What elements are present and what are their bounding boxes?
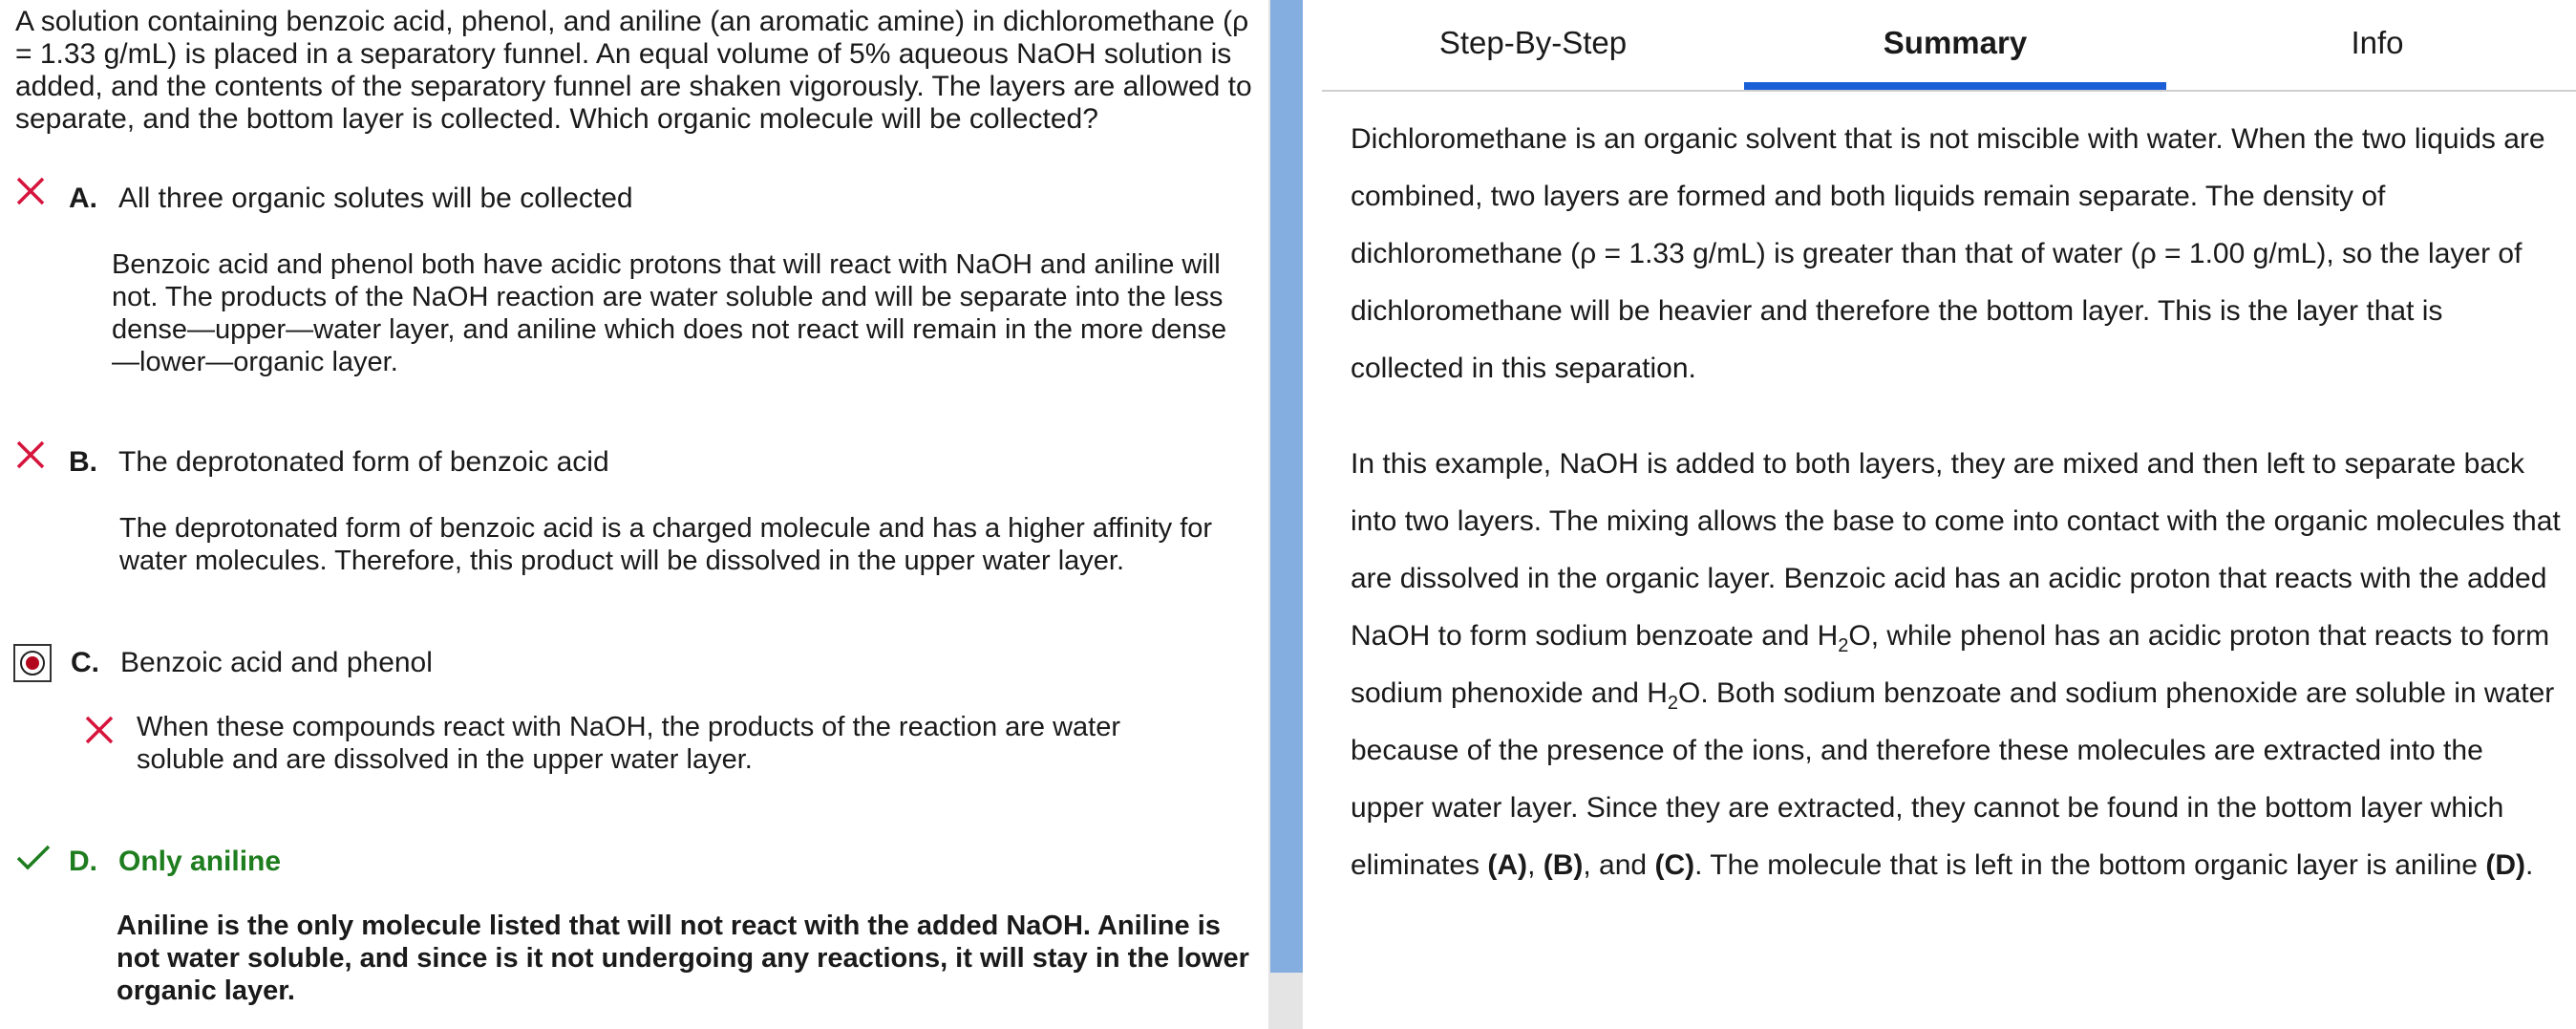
radio-selected-icon[interactable] (13, 644, 52, 682)
summary-paragraph-2: In this example, NaOH is added to both layers, they are mixed and then left to separate back into two layers. The mixing allows the base to come into contact with the organic molecules that are dissolved in the organic layer. Benzoic acid has an acidic proton that reacts with the added NaOH to form sodium benzoate and $H_2O$, while phenol has an acidic proton that reacts to form sodium phenoxide and $H_2O$. Both sodium benzoate and sodium phenoxide are soluble in water because of the presence of the ions, and therefore these molecules are extracted into the upper water layer. Since they are extracted, they cannot be found in the bottom layer which eliminates (A), (B), and (C). The molecule that is left in the bottom organic layer is aniline (D). (1351, 448, 2561, 881)
question-pane (0, 0, 1268, 1029)
ref-d: (D) (2485, 849, 2525, 881)
ref-a: (A) (1487, 849, 1528, 881)
option-label: Benzoic acid and phenol (120, 647, 433, 678)
x-mark-icon (13, 438, 48, 472)
option-label: All three organic solutes will be collected (118, 182, 633, 214)
check-mark-icon (15, 841, 50, 875)
tab-bar (1322, 0, 2576, 92)
x-mark-icon (82, 713, 117, 747)
x-mark-icon (13, 174, 48, 208)
tab-summary[interactable]: Summary (1883, 25, 2028, 60)
option-explanation: The deprotonated form of benzoic acid is a charged molecule and has a higher affinity for water molecules. Therefore, this product will be dissolved in the upper water layer. (119, 513, 1213, 576)
option-letter: C. (71, 647, 99, 678)
option-letter: A. (69, 182, 97, 214)
tab-info[interactable]: Info (2351, 25, 2404, 60)
option-label: Only aniline (118, 846, 282, 877)
option-letter: D. (69, 846, 97, 877)
option-explanation: Benzoic acid and phenol both have acidic protons that will react with NaOH and aniline will not. The products of the NaOH reaction are water soluble and will be separate into the less dense—upper—water layer, and aniline which does not react will remain in the more dense—lower—organic layer. (112, 249, 1227, 377)
option-explanation: Aniline is the only molecule listed that will not react with the added NaOH. Aniline is not water soluble, and since is it not undergoing any reactions, it will stay in the lower organic layer. (117, 911, 1249, 1006)
option-letter: B. (69, 446, 97, 478)
option-label: The deprotonated form of benzoic acid (118, 446, 609, 478)
summary-paragraph-1: Dichloromethane is an organic solvent that is not miscible with water. When the two liquids are combined, two layers are formed and both liquids remain separate. The density of dichloromethane (ρ = 1.33 g/mL) is greater than that of water (ρ = 1.00 g/mL), so the layer of dichloromethane will be heavier and therefore the bottom layer. This is the layer that is collected in this separation. (1351, 123, 2545, 384)
tab-step-by-step[interactable]: Step-By-Step (1438, 25, 1628, 60)
ref-b: (B) (1543, 849, 1584, 881)
pane-scrollbar-thumb[interactable] (1270, 0, 1303, 973)
active-tab-indicator (1744, 82, 2166, 90)
option-explanation: When these compounds react with NaOH, the products of the reaction are water soluble and are dissolved in the upper water layer. (137, 712, 1121, 775)
solution-pane (1303, 0, 2576, 1029)
question-text: A solution containing benzoic acid, phenol, and aniline (an aromatic amine) in dichloromethane (ρ = 1.33 g/mL) is placed in a separatory funnel. An equal volume of 5% aqueous NaOH solution is added, and the contents of the separatory funnel are shaken vigorously. The layers are allowed to separate, and the bottom layer is collected. Which organic molecule will be collected? (15, 6, 1252, 135)
ref-c: (C) (1654, 849, 1695, 881)
